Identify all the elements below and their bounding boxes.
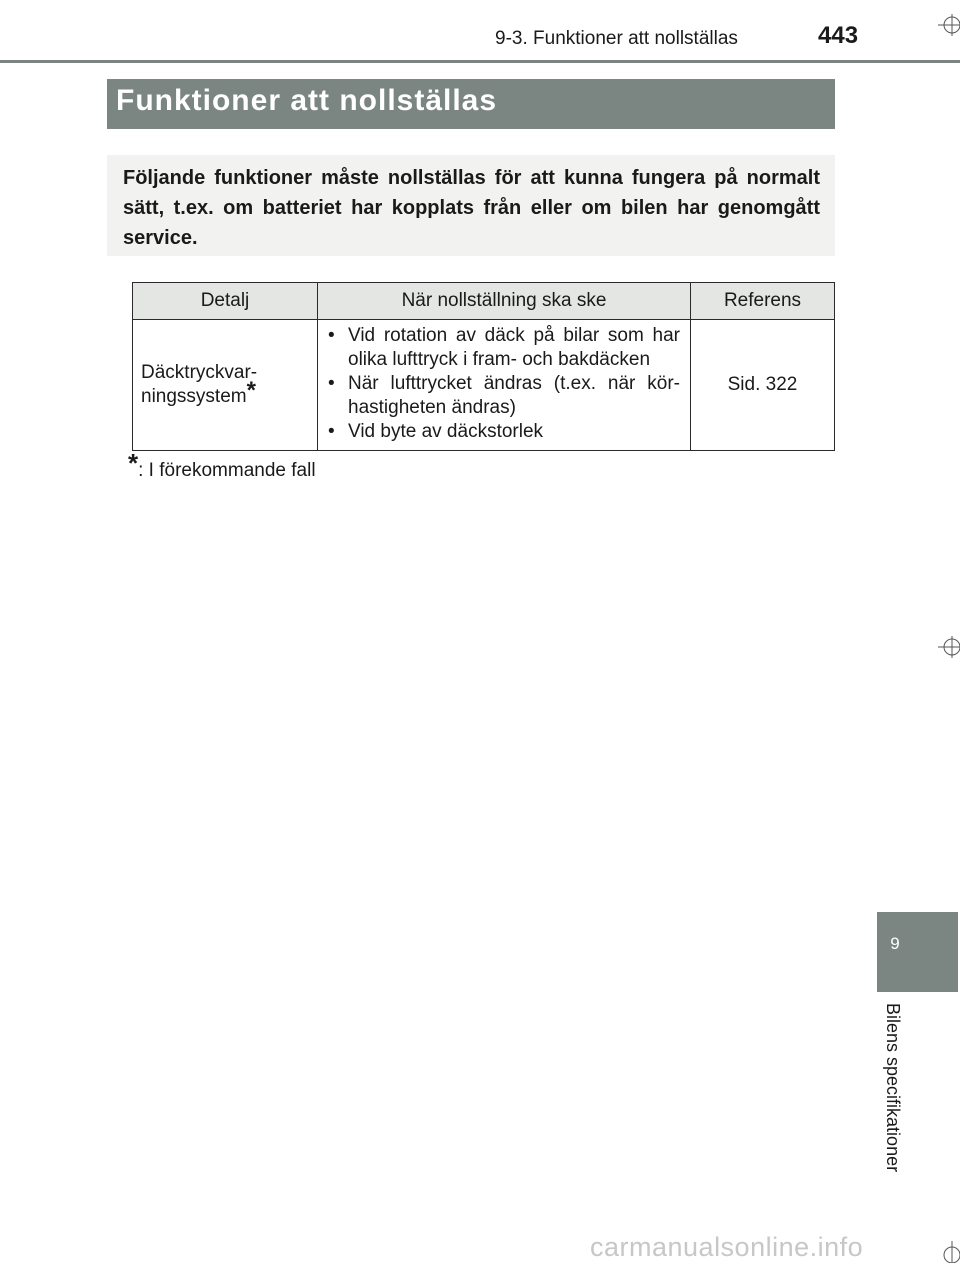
section-header: 9-3. Funktioner att nollställas xyxy=(495,28,738,49)
crop-mark-top-right-icon xyxy=(938,14,960,36)
table-header-row xyxy=(133,283,835,320)
cell-reference: Sid. 322 xyxy=(691,320,835,451)
header-divider xyxy=(0,60,960,63)
list-item: • Vid rotation av däck på bilar som har olika lufttryck i fram- och bakdäcken xyxy=(328,324,680,372)
list-item: • När lufttrycket ändras (t.ex. när kör-hastigheten ändras) xyxy=(328,372,680,420)
column-header-detail: Detalj xyxy=(133,283,318,320)
page-title: Funktioner att nollställas xyxy=(116,84,498,117)
chapter-tab xyxy=(877,912,958,992)
column-header-reference: Referens xyxy=(691,283,835,320)
cell-detail xyxy=(133,320,318,451)
detail-line-2: ningssystem xyxy=(141,386,247,407)
list-item: • Vid byte av däckstorlek xyxy=(328,420,680,444)
footnote xyxy=(128,448,316,482)
cell-when xyxy=(318,320,691,451)
crop-mark-mid-right-icon xyxy=(938,636,960,658)
column-header-when: När nollställning ska ske xyxy=(318,283,691,320)
footnote-text: : I förekommande fall xyxy=(138,460,316,481)
title-bar xyxy=(107,79,835,129)
table-row xyxy=(133,320,835,451)
crop-mark-bottom-right-icon xyxy=(938,1241,960,1263)
chapter-label: Bilens specifikationer xyxy=(883,1003,903,1173)
intro-text: Följande funktioner måste nollställas för att kunna fungera på normalt sätt, t.ex. om batteriet har kopplats från eller om bilen har genomgått service. xyxy=(123,167,820,249)
reset-functions-table xyxy=(132,282,835,451)
chapter-number: 9 xyxy=(890,934,900,953)
footnote-marker: * xyxy=(128,448,139,478)
intro-box xyxy=(107,155,835,256)
detail-line-1: Däcktryckvar- xyxy=(141,362,258,383)
detail-marker: * xyxy=(246,377,256,404)
when-list xyxy=(318,320,690,450)
page-number: 443 xyxy=(818,22,859,49)
watermark: carmanualsonline.info xyxy=(590,1232,864,1262)
